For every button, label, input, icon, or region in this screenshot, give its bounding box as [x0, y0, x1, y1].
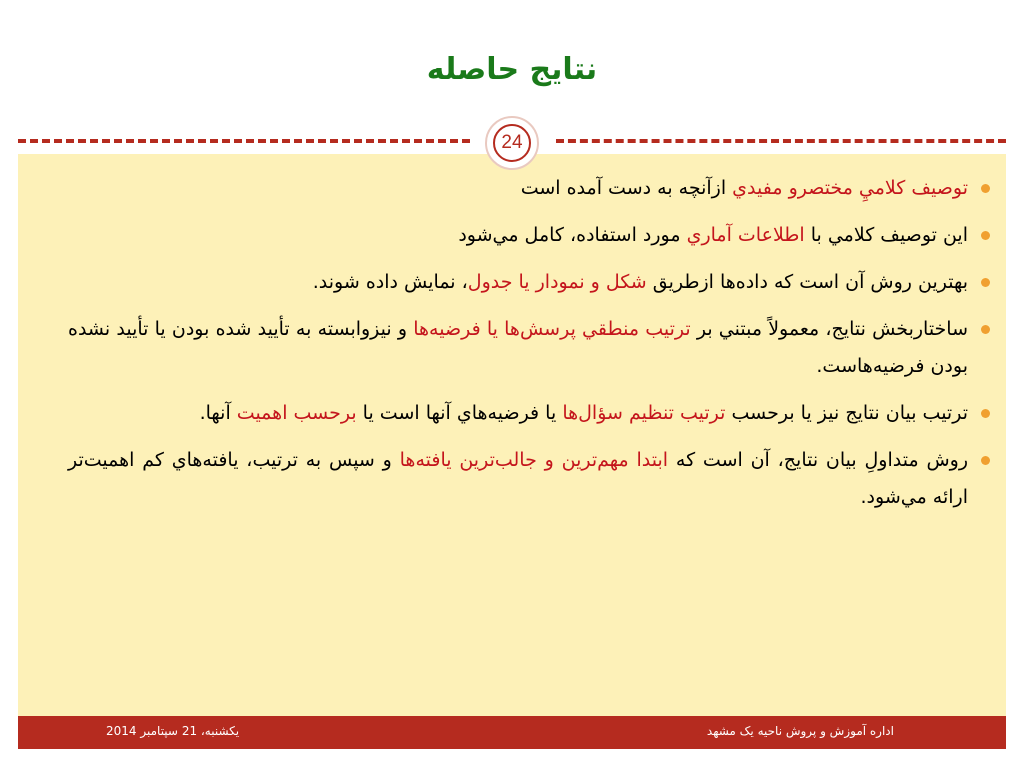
bullet-item — [68, 170, 968, 207]
bullet-text: روش متداولِ بيان نتايج، آن است كه — [668, 449, 968, 471]
highlighted-text: توصيف كلاميِ مختصرو مفيدي — [732, 177, 968, 199]
footer-date: یکشنبه، 21 سپتامبر 2014 — [106, 724, 240, 738]
bullet-item — [68, 442, 968, 516]
bullet-text: يا فرضيه‌هاي آنها است يا — [356, 402, 563, 424]
highlighted-text: اطلاعات آماري — [686, 224, 805, 246]
bullet-item — [68, 264, 968, 301]
bullet-text: اين توصيف كلامي با — [804, 224, 968, 246]
bullet-item — [68, 395, 968, 432]
bullet-text: بهترين روش آن است كه داده‌ها ازطريق — [646, 271, 968, 293]
slide-title: نتایج حاصله — [426, 52, 598, 87]
bullet-text: ازآنچه به دست آمده است — [520, 177, 733, 199]
footer-bar — [18, 716, 1006, 749]
bullet-dot-icon — [981, 184, 990, 193]
bullet-item — [68, 217, 968, 254]
bullet-text: مورد استفاده، كامل مي‌شود — [458, 224, 687, 246]
highlighted-text: ترتيب منطقي پرسش‌ها يا فرضيه‌ها — [413, 318, 691, 340]
page-number: 24 — [493, 124, 531, 162]
bullet-dot-icon — [981, 325, 990, 334]
bullet-text: و نيزوابسته به تأييد شده بودن يا تأييد نشده بودن فرضيه‌هاست. — [68, 318, 968, 377]
footer-organization: اداره آموزش و پروش ناحیه یک مشهد — [706, 724, 894, 738]
bullet-text: و سپس به ترتيب، يافته‌هاي كم اهميت‌تر ارائه مي‌شود. — [68, 449, 968, 508]
right-dashed-divider — [556, 139, 1006, 143]
highlighted-text: برحسب اهميت — [236, 402, 357, 424]
bullet-text: ترتيب بيان نتايج نيز يا برحسب — [725, 402, 968, 424]
bullet-dot-icon — [981, 278, 990, 287]
page-number-badge — [485, 116, 539, 170]
bullet-text: ساختاربخش نتايج، معمولاً مبتني بر — [690, 318, 969, 340]
bullet-list — [68, 170, 968, 526]
bullet-dot-icon — [981, 409, 990, 418]
bullet-text: ، نمايش داده شوند. — [312, 271, 468, 293]
bullet-dot-icon — [981, 231, 990, 240]
highlighted-text: ترتيب تنظيم سؤال‌ها — [562, 402, 726, 424]
highlighted-text: ابتدا مهم‌ترين و جالب‌ترين يافته‌ها — [399, 449, 669, 471]
left-dashed-divider — [18, 139, 470, 143]
highlighted-text: شكل و نمودار يا جدول — [467, 271, 647, 293]
bullet-text: آنها. — [199, 402, 237, 424]
bullet-dot-icon — [981, 456, 990, 465]
bullet-item — [68, 311, 968, 385]
